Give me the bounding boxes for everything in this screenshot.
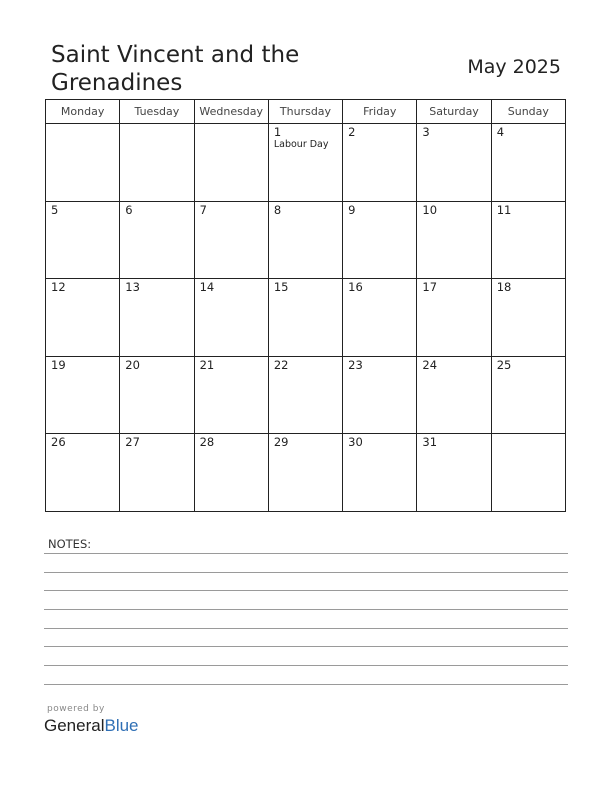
weekday-header: Tuesday (120, 100, 194, 124)
day-number: 18 (496, 280, 512, 295)
note-line (44, 590, 568, 591)
day-cell (120, 201, 194, 279)
day-number: 30 (348, 435, 363, 450)
day-number: 15 (273, 280, 289, 295)
day-number: 5 (51, 202, 59, 217)
month-year-title: May 2025 (467, 56, 561, 78)
day-number: 29 (273, 435, 289, 450)
day-cell (194, 124, 268, 202)
day-cell (268, 124, 342, 202)
day-cell (491, 434, 565, 512)
day-number: 7 (199, 202, 207, 217)
week-row (46, 434, 566, 512)
day-number: 27 (125, 435, 140, 450)
holiday-label: Labour Day (273, 139, 329, 150)
day-cell (120, 356, 194, 434)
weekday-header: Wednesday (194, 100, 268, 124)
day-cell (194, 201, 268, 279)
notes-label: NOTES: (48, 537, 92, 551)
generalblue-logo (44, 716, 139, 736)
note-line (44, 684, 568, 685)
day-number: 11 (496, 202, 512, 217)
week-row (46, 201, 566, 279)
weekday-header: Sunday (491, 100, 565, 124)
note-line (44, 572, 568, 573)
note-line (44, 553, 568, 554)
day-cell (194, 356, 268, 434)
day-cell (46, 434, 120, 512)
day-number: 6 (125, 202, 133, 217)
day-cell (343, 201, 417, 279)
day-number: 14 (199, 280, 215, 295)
weekday-header: Saturday (417, 100, 491, 124)
day-number: 3 (422, 125, 430, 139)
week-row (46, 356, 566, 434)
day-number: 13 (125, 280, 140, 295)
day-number: 4 (496, 125, 505, 139)
weekday-header-row (46, 100, 566, 124)
day-number: 24 (422, 357, 438, 372)
day-number: 28 (199, 435, 215, 450)
day-cell (194, 434, 268, 512)
day-number: 2 (348, 125, 356, 139)
day-number: 10 (422, 202, 438, 217)
day-cell (46, 124, 120, 202)
day-cell (343, 434, 417, 512)
day-cell (417, 434, 491, 512)
note-line (44, 665, 568, 666)
day-number: 9 (348, 202, 356, 217)
day-cell (491, 201, 565, 279)
calendar-grid (45, 99, 566, 512)
day-cell (268, 434, 342, 512)
day-cell (268, 201, 342, 279)
day-cell (491, 356, 565, 434)
day-number: 31 (422, 435, 438, 450)
note-line (44, 609, 568, 610)
day-cell (46, 201, 120, 279)
day-cell (46, 279, 120, 357)
day-number: 1 (273, 125, 282, 139)
weekday-header: Thursday (268, 100, 342, 124)
brand-blue-text: Blue (104, 716, 139, 735)
day-number: 23 (348, 357, 363, 372)
day-number: 12 (51, 280, 66, 295)
day-cell (268, 356, 342, 434)
note-line (44, 628, 568, 629)
day-number: 20 (125, 357, 140, 372)
powered-by-label: powered by (47, 704, 105, 714)
week-row (46, 279, 566, 357)
day-cell (491, 279, 565, 357)
weekday-header: Friday (343, 100, 417, 124)
day-cell (343, 279, 417, 357)
day-number: 22 (273, 357, 289, 372)
day-number: 16 (348, 280, 363, 295)
day-cell (46, 356, 120, 434)
day-cell (417, 201, 491, 279)
day-number: 17 (422, 280, 438, 295)
day-cell (491, 124, 565, 202)
brand-general-text: General (44, 716, 105, 735)
day-number: 25 (496, 357, 512, 372)
day-cell (120, 434, 194, 512)
day-cell (194, 279, 268, 357)
note-line (44, 646, 568, 647)
day-number: 8 (273, 202, 282, 217)
day-cell (417, 124, 491, 202)
day-cell (417, 356, 491, 434)
day-number: 19 (51, 357, 66, 372)
day-cell (417, 279, 491, 357)
day-cell (343, 124, 417, 202)
week-row (46, 124, 566, 202)
day-cell (120, 279, 194, 357)
country-title: Saint Vincent and the Grenadines (51, 42, 300, 96)
day-number: 26 (51, 435, 66, 450)
day-number: 21 (199, 357, 215, 372)
day-cell (120, 124, 194, 202)
day-cell (343, 356, 417, 434)
day-cell (268, 279, 342, 357)
weekday-header: Monday (46, 100, 120, 124)
